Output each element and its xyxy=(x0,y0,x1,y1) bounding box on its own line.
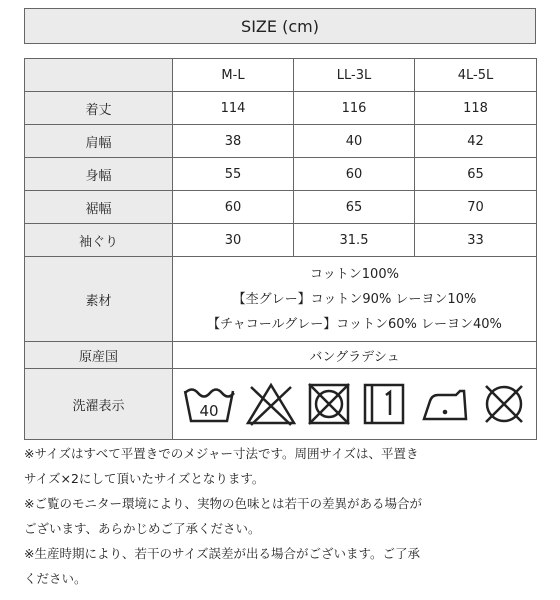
material-cell xyxy=(173,257,537,342)
care-label: 洗濯表示 xyxy=(25,369,173,440)
no-dry-clean-icon xyxy=(480,381,528,427)
table-cell: 30 xyxy=(173,224,294,257)
line-dry-icon xyxy=(360,381,408,427)
column-header: LL-3L xyxy=(294,59,415,92)
note-line: ございます、あらかじめご了承ください。 xyxy=(24,521,261,536)
row-label: 肩幅 xyxy=(25,125,173,158)
note-line: ※生産時期により、若干のサイズ誤差が出る場合がございます。ご了承 xyxy=(24,546,420,561)
table-cell: 116 xyxy=(294,92,415,125)
row-label: 袖ぐり xyxy=(25,224,173,257)
material-line: 【チャコールグレー】コットン60% レーヨン40% xyxy=(207,316,502,332)
table-cell: 70 xyxy=(415,191,537,224)
iron-low-icon xyxy=(416,381,472,427)
header-row xyxy=(25,59,537,92)
table-cell: 114 xyxy=(173,92,294,125)
care-row xyxy=(25,369,537,440)
size-table xyxy=(24,58,537,440)
table-row xyxy=(25,224,537,257)
note-line: ※ご覧のモニター環境により、実物の色味とは若干の差異がある場合が xyxy=(24,496,422,511)
origin-row xyxy=(25,342,537,369)
table-cell: 33 xyxy=(415,224,537,257)
care-cell xyxy=(173,369,537,440)
note-line: ※サイズはすべて平置きでのメジャー寸法です。周囲サイズは、平置き xyxy=(24,446,419,461)
row-label: 着丈 xyxy=(25,92,173,125)
table-cell: 38 xyxy=(173,125,294,158)
table-cell: 31.5 xyxy=(294,224,415,257)
column-header: M-L xyxy=(173,59,294,92)
table-cell: 55 xyxy=(173,158,294,191)
origin-value: バングラデシュ xyxy=(173,342,537,369)
material-label: 素材 xyxy=(25,257,173,342)
wash-40-icon xyxy=(181,381,237,427)
notes xyxy=(24,441,544,591)
no-bleach-icon xyxy=(245,381,297,427)
header-blank-cell xyxy=(25,59,173,92)
care-icons xyxy=(173,381,536,427)
material-line: 【杢グレー】コットン90% レーヨン10% xyxy=(232,291,477,307)
table-cell: 60 xyxy=(173,191,294,224)
table-row xyxy=(25,92,537,125)
table-cell: 65 xyxy=(294,191,415,224)
size-title: SIZE (cm) xyxy=(24,8,536,44)
material-row xyxy=(25,257,537,342)
note-line: サイズ×2にして頂いたサイズとなります。 xyxy=(24,471,265,486)
row-label: 身幅 xyxy=(25,158,173,191)
material-line: コットン100% xyxy=(310,266,399,282)
table-cell: 40 xyxy=(294,125,415,158)
table-cell: 118 xyxy=(415,92,537,125)
wash-temperature: 40 xyxy=(199,402,219,420)
table-row xyxy=(25,158,537,191)
column-header: 4L-5L xyxy=(415,59,537,92)
table-cell: 42 xyxy=(415,125,537,158)
table-row xyxy=(25,191,537,224)
table-cell: 65 xyxy=(415,158,537,191)
table-row xyxy=(25,125,537,158)
no-tumble-dry-icon xyxy=(305,381,353,427)
row-label: 裾幅 xyxy=(25,191,173,224)
origin-label: 原産国 xyxy=(25,342,173,369)
note-line: ください。 xyxy=(24,571,87,586)
table-cell: 60 xyxy=(294,158,415,191)
